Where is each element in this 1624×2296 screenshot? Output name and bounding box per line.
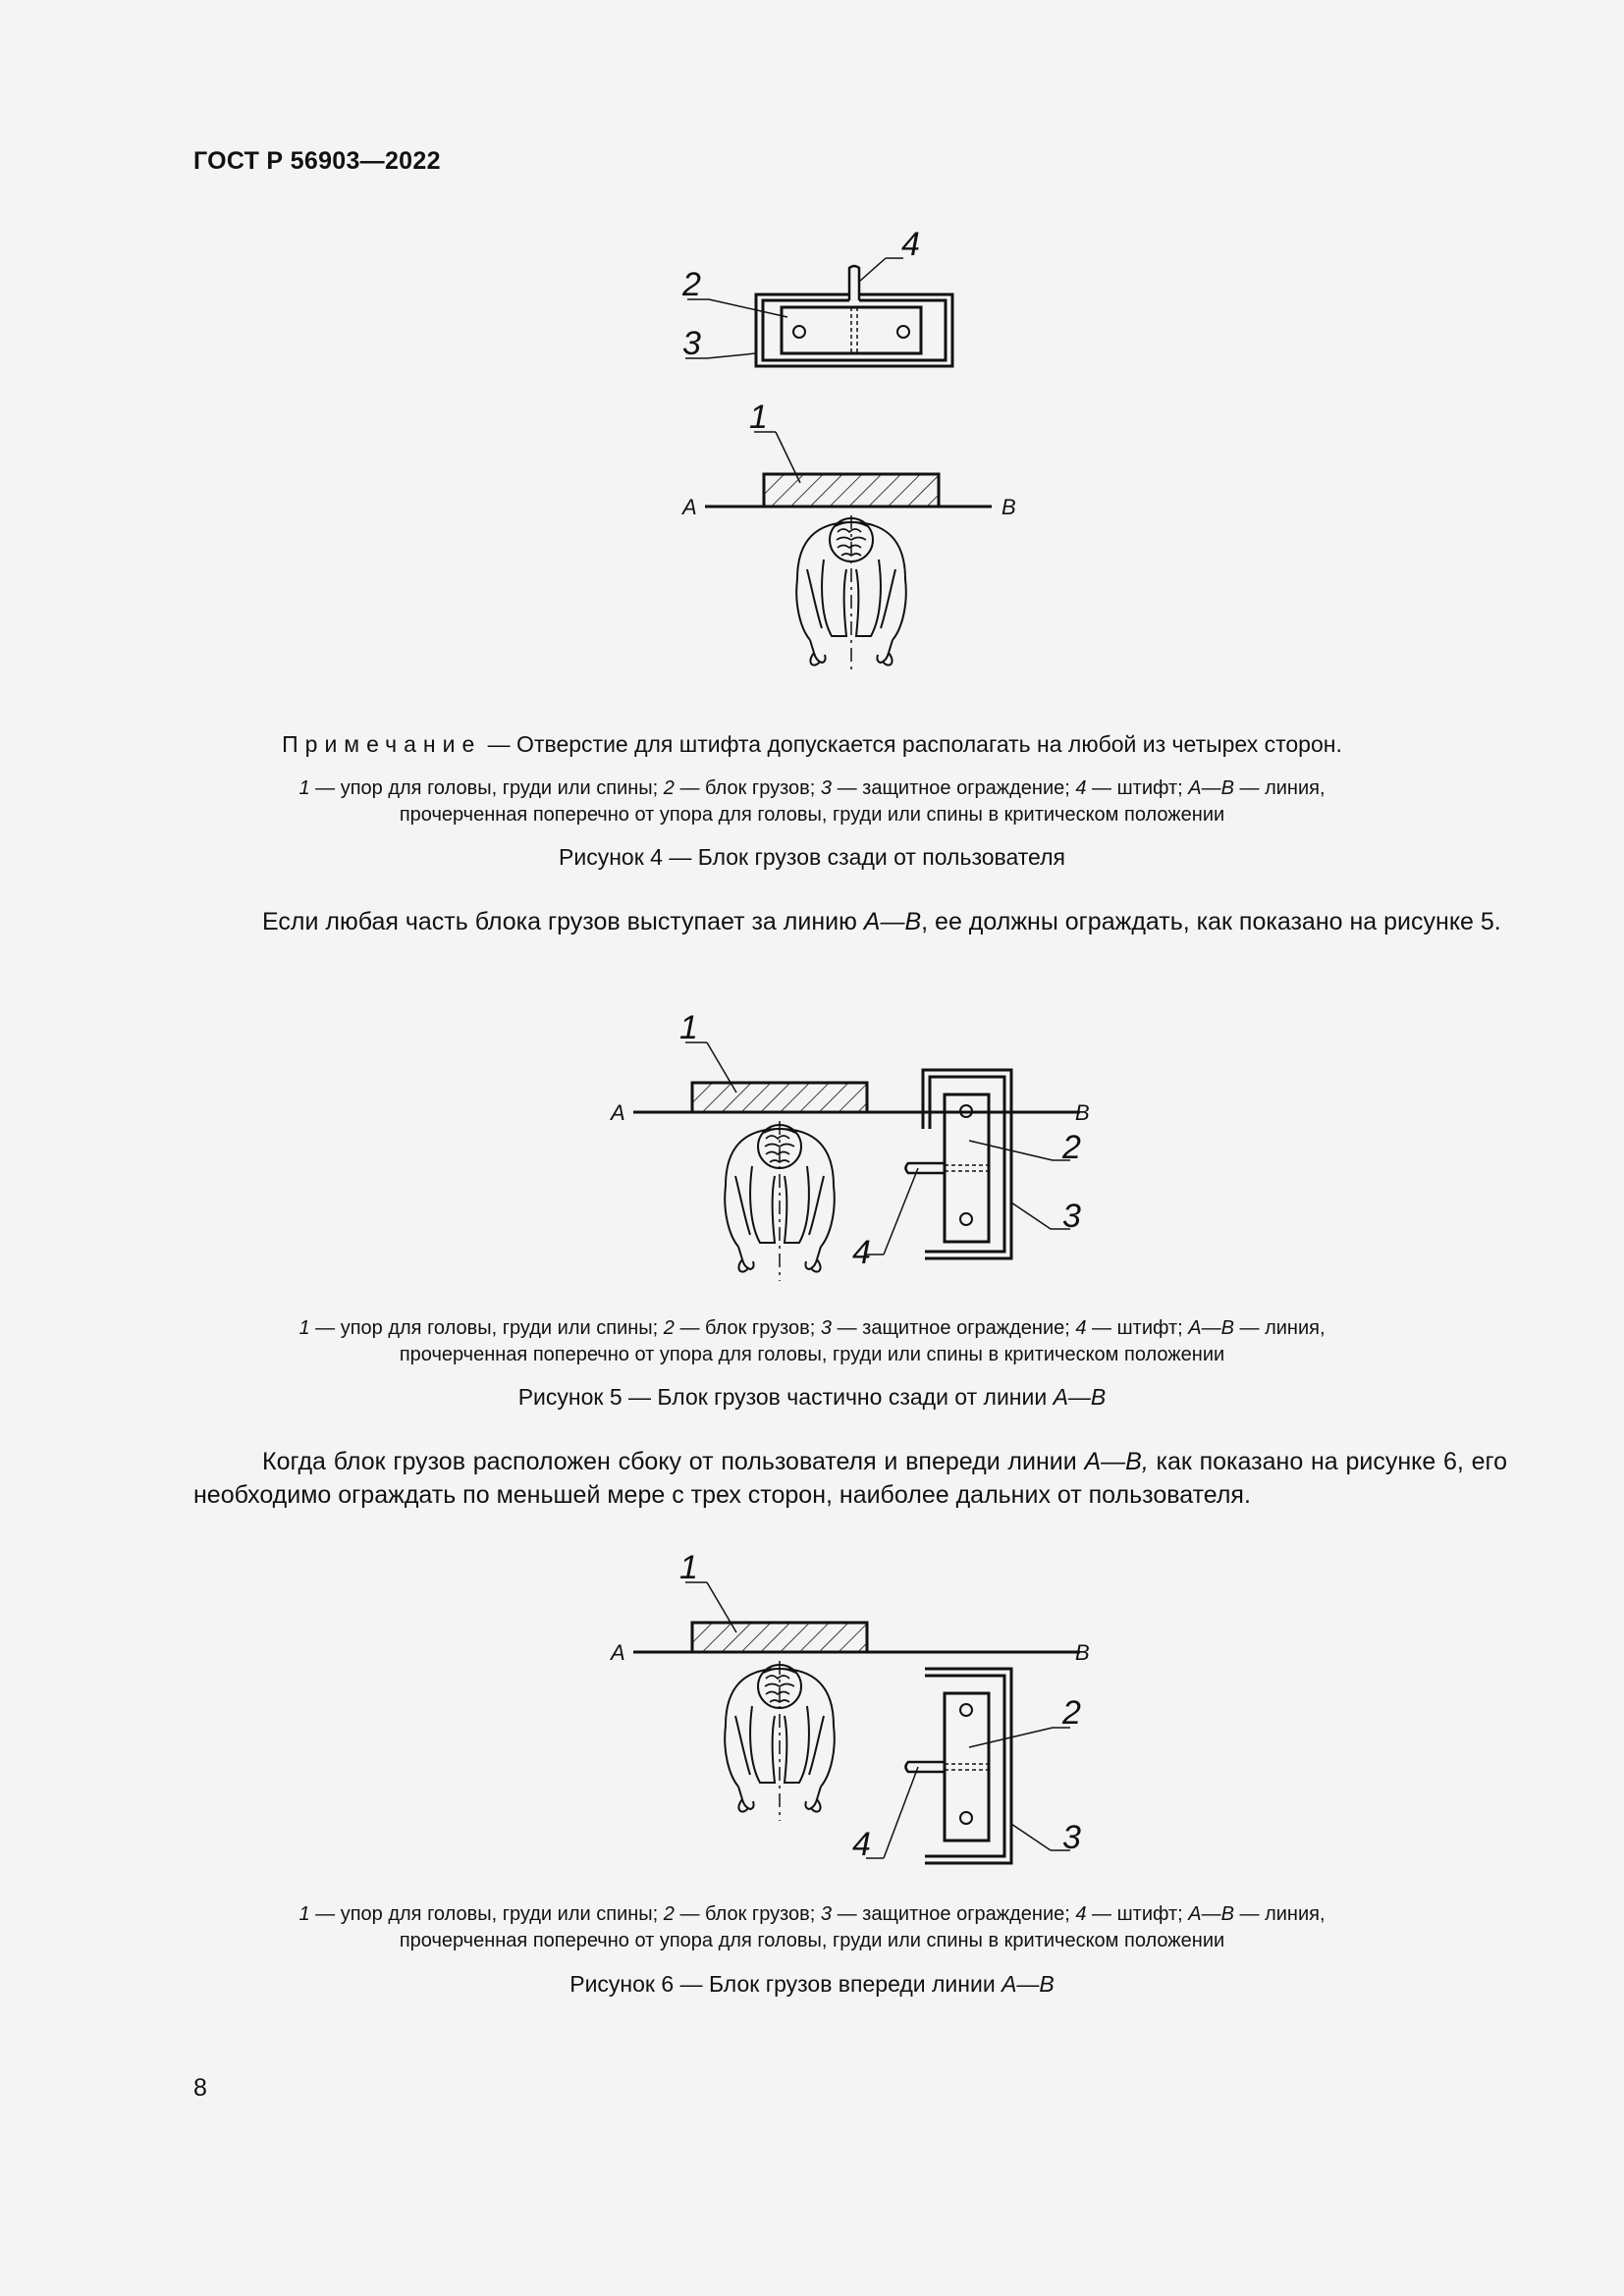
- legend-line-2: прочерченная поперечно от упора для головы, груди или спины в критическом положении: [399, 1344, 1225, 1365]
- figure-6-legend: [0, 1901, 1624, 1954]
- figure-5-drawing: [609, 991, 1119, 1286]
- figure-5-legend: [0, 1315, 1624, 1368]
- callout-2: 2: [682, 266, 701, 303]
- figure-4-note: [0, 731, 1624, 758]
- note-text: — Отверстие для штифта допускается располагать на любой из четырех сторон.: [481, 731, 1342, 757]
- note-label: Примечание: [282, 731, 482, 757]
- pin: [906, 1762, 990, 1772]
- head-rest: [764, 474, 939, 507]
- figure-5-caption: Рисунок 5 — Блок грузов частично сзади от линии A—B: [517, 1384, 1107, 1410]
- line-label-b: B: [1075, 1640, 1090, 1665]
- head-rest: [692, 1623, 867, 1652]
- legend-line-2: прочерченная поперечно от упора для головы, груди или спины в критическом положении: [399, 804, 1225, 826]
- callout-2: 2: [1062, 1694, 1081, 1732]
- safety-guard: [925, 1669, 1011, 1863]
- figure-6-drawing: [609, 1531, 1119, 1865]
- callout-3: 3: [682, 325, 701, 362]
- legend-line-1: 1 — упор для головы, груди или спины; 2 — блок грузов; 3 — защитное ограждение; 4 — штифт; A—B — линия,: [298, 777, 1326, 799]
- callout-2: 2: [1062, 1129, 1081, 1166]
- head-rest: [692, 1083, 867, 1112]
- figure-6-caption: Рисунок 6 — Блок грузов впереди линии A—B: [569, 1971, 1055, 1997]
- callout-4: 4: [901, 226, 920, 263]
- line-label-a: A: [611, 1100, 625, 1125]
- user-figure: [796, 518, 906, 666]
- document-header: ГОСТ Р 56903—2022: [193, 147, 441, 175]
- line-label-a: A: [611, 1640, 625, 1665]
- figure-4-drawing: [668, 221, 1041, 682]
- figure-4-legend: [0, 775, 1624, 828]
- callout-1: 1: [679, 1549, 698, 1586]
- safety-guard: [756, 294, 952, 366]
- callout-1: 1: [749, 399, 768, 436]
- paragraph-2: Когда блок грузов расположен сбоку от пользователя и впереди линии A—B, как показано на рисунке 6, его необходимо ограждать по меньшей мере с трех сторон, наиболее дальних от пользователя.: [193, 1448, 1507, 1509]
- callout-3: 3: [1062, 1819, 1081, 1856]
- figure-4-caption: Рисунок 4 — Блок грузов сзади от пользователя: [559, 844, 1065, 870]
- user-figure: [725, 1665, 835, 1812]
- paragraph-1: Если любая часть блока грузов выступает за линию A—B, ее должны ограждать, как показано на рисунке 5.: [262, 908, 1501, 935]
- line-label-a: A: [682, 495, 697, 519]
- legend-line-1: 1 — упор для головы, груди или спины; 2 — блок грузов; 3 — защитное ограждение; 4 — штифт; A—B — линия,: [298, 1903, 1326, 1925]
- line-label-b: B: [1075, 1100, 1090, 1125]
- callout-4: 4: [852, 1826, 871, 1863]
- line-label-b: B: [1001, 495, 1016, 519]
- pin: [849, 266, 859, 353]
- callout-3: 3: [1062, 1198, 1081, 1235]
- pin: [906, 1163, 990, 1173]
- page-number: 8: [193, 2074, 207, 2102]
- callout-4: 4: [852, 1234, 871, 1271]
- user-figure: [725, 1125, 835, 1272]
- legend-line-2: прочерченная поперечно от упора для головы, груди или спины в критическом положении: [399, 1930, 1225, 1951]
- legend-line-1: 1 — упор для головы, груди или спины; 2 — блок грузов; 3 — защитное ограждение; 4 — штифт; A—B — линия,: [298, 1317, 1326, 1339]
- callout-1: 1: [679, 1009, 698, 1046]
